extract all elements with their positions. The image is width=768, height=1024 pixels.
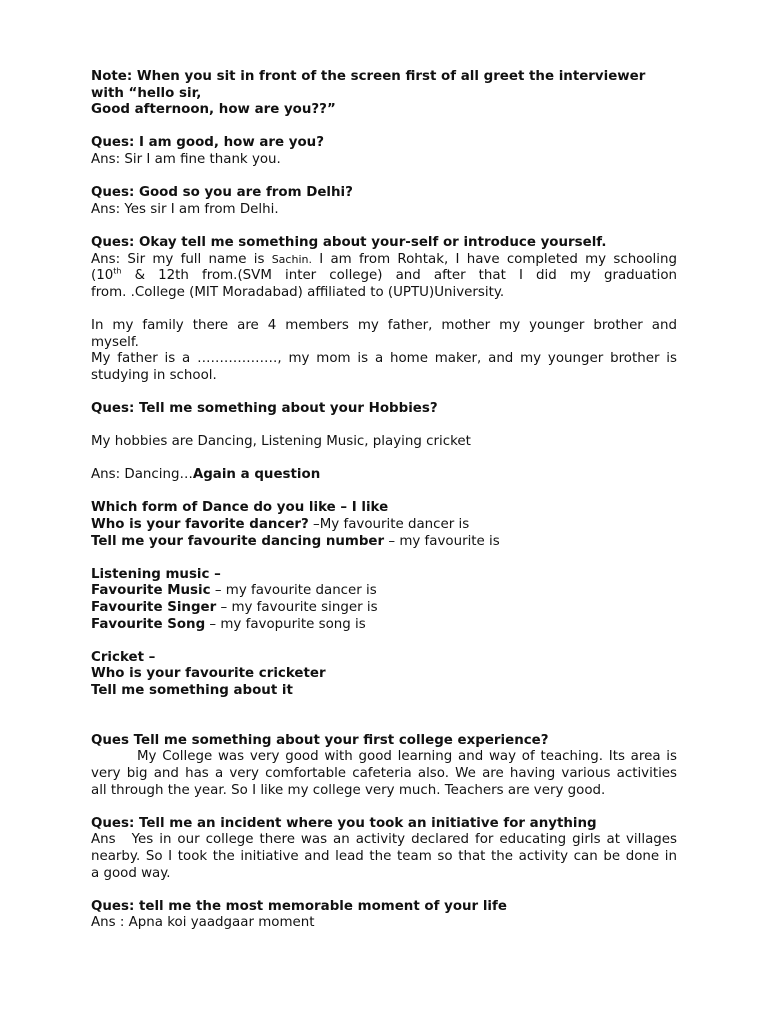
music-line-3 <box>91 617 677 634</box>
music-line-3-bold: Favourite Song <box>91 616 206 632</box>
dance-line-3-rest: – my favourite is <box>384 533 500 549</box>
cricket-line-1: Who is your favourite cricketer <box>91 666 326 682</box>
answer-6-line-1-text: Yes in our college there was an activity declared for educating girls at villages <box>131 832 677 848</box>
answer-3-line-2 <box>91 268 677 285</box>
music-line-2-bold: Favourite Singer <box>91 600 217 615</box>
hobbies-text: My hobbies are Dancing, Listening Music, playing cricket <box>91 434 471 450</box>
family-line-4: studying in school. <box>91 367 217 383</box>
name-text: Sachin. <box>271 252 312 266</box>
question-7: Ques: tell me the most memorable moment of your life <box>91 898 507 914</box>
question-3: Ques: Okay tell me something about your-self or introduce yourself. <box>91 234 607 250</box>
cricket-heading: Cricket – <box>91 649 156 665</box>
music-line-3-rest: – my favopurite song is <box>205 616 366 632</box>
family-line-1: In my family there are 4 members my father, mother my younger brother and <box>91 317 677 333</box>
answer-7: Ans : Apna koi yaadgaar moment <box>91 915 315 931</box>
answer-5-line-1 <box>91 749 677 766</box>
document-page <box>91 69 677 932</box>
question-4: Ques: Tell me something about your Hobbies? <box>91 400 438 416</box>
answer-6-label: Ans <box>91 832 116 848</box>
question-1: Ques: I am good, how are you? <box>91 135 324 151</box>
answer-6-line-3: a good way. <box>91 865 171 881</box>
note-line-2: with “hello sir, <box>91 85 202 101</box>
answer-2: Ans: Yes sir I am from Delhi. <box>91 201 279 217</box>
answer-5-line-1-text: My College was very good with good learning and way of teaching. Its area is <box>137 749 677 765</box>
question-2: Ques: Good so you are from Delhi? <box>91 185 353 201</box>
cricket-line-2: Tell me something about it <box>91 682 293 698</box>
dance-line-2-rest: –My favourite dancer is <box>308 517 470 533</box>
answer-5-line-3: all through the year. So I like my college very much. Teachers are very good. <box>91 782 606 798</box>
note-line-3: Good afternoon, how are you??” <box>91 102 336 118</box>
answer-3-line-2-b: & 12th from.(SVM inter college) and after that I did my graduation <box>121 268 677 284</box>
music-line-1-bold: Favourite Music <box>91 583 211 599</box>
superscript-th: th <box>113 266 122 276</box>
answer-4 <box>91 467 677 484</box>
dance-line-2 <box>91 517 677 534</box>
answer-3-text-b: I am from Rohtak, I have completed my schooling <box>311 251 677 267</box>
answer-3-line-1 <box>91 252 677 269</box>
dance-line-2-bold: Who is your favorite dancer? <box>91 517 309 533</box>
music-heading: Listening music – <box>91 566 221 582</box>
answer-1: Ans: Sir I am fine thank you. <box>91 151 281 167</box>
answer-3-line-2-a: (10 <box>91 268 114 284</box>
answer-6-line-1 <box>91 832 677 849</box>
question-6: Ques: Tell me an incident where you took an initiative for anything <box>91 815 597 831</box>
family-line-2: myself. <box>91 334 139 350</box>
music-line-2-rest: – my favourite singer is <box>216 600 378 615</box>
music-line-2 <box>91 600 677 617</box>
family-line-3: My father is a ………………, my mom is a home maker, and my younger brother is <box>91 351 677 367</box>
dance-line-3-bold: Tell me your favourite dancing number <box>91 533 385 549</box>
question-5: Ques Tell me something about your first college experience? <box>91 732 549 748</box>
dance-line-3 <box>91 534 677 551</box>
note-line-1: Note: When you sit in front of the screen first of all greet the interviewer <box>91 69 646 84</box>
answer-4-bold: Again a question <box>192 467 321 483</box>
music-line-1-rest: – my favourite dancer is <box>210 583 377 599</box>
answer-3-text-a: Ans: Sir my full name is <box>91 251 272 267</box>
answer-5-line-2: very big and has a very comfortable cafeteria also. We are having various activities <box>91 765 677 781</box>
answer-3-line-3: from. .College (MIT Moradabad) affiliated to (UPTU)University. <box>91 284 505 300</box>
answer-6-line-2: nearby. So I took the initiative and lead the team so that the activity can be done in <box>91 848 677 864</box>
answer-4-prefix: Ans: Dancing… <box>91 467 193 483</box>
music-line-1 <box>91 583 677 600</box>
dance-line-1: Which form of Dance do you like – I like <box>91 500 389 516</box>
